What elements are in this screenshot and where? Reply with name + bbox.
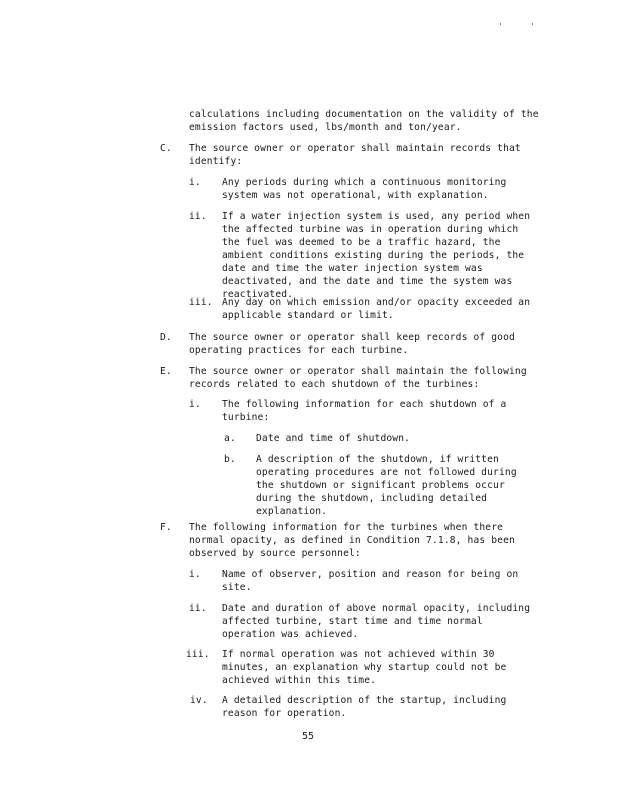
section-d-line: operating practices for each turbine. [189,345,409,356]
corner-mark-right: ' [530,22,535,31]
section-d-marker: D. [160,332,172,343]
section-f-line: observed by source personnel: [189,548,361,559]
e-item-label: i. [189,399,201,410]
f-item-line: affected turbine, start time and time normal [222,616,483,627]
f-item-line: Date and duration of above normal opacity, including [222,603,531,614]
page-number: 55 [302,731,315,742]
e-subitem-line: A description of the shutdown, if written [256,454,499,465]
c-item-line: ambient conditions existing during the periods, the [222,250,525,261]
f-item-label: ii. [189,603,207,614]
c-item-line: date and time the water injection system was [222,263,483,274]
c-item-line: system was not operational, with explanation. [222,190,489,201]
corner-mark-left: ' [498,22,503,31]
e-subitem-line: operating procedures are not followed during [256,467,517,478]
e-subitem-line: explanation. [256,506,328,517]
f-item-line: reason for operation. [222,708,347,719]
f-item-label: iv. [190,695,208,706]
f-item-line: site. [222,582,252,593]
c-item-line: the fuel was deemed to be a traffic hazard, the [222,237,501,248]
section-f-line: normal opacity, as defined in Condition 7.1.8, has been [189,535,515,546]
c-item-label: iii. [189,297,213,308]
section-f-line: The following information for the turbines when there [189,522,504,533]
e-subitem-line: during the shutdown, including detailed [256,493,488,504]
c-item-line: deactivated, and the date and time the system was [222,276,513,287]
section-c-line: identify: [189,156,243,167]
section-c-line: The source owner or operator shall maintain records that [189,143,521,154]
section-c-marker: C. [160,143,172,154]
c-item-line: If a water injection system is used, any period when [222,211,531,222]
intro-line: emission factors used, lbs/month and ton/year. [189,122,462,133]
section-d-line: The source owner or operator shall keep records of good [189,332,515,343]
e-subitem-label: a. [224,433,236,444]
f-item-line: operation was achieved. [222,629,359,640]
e-subitem-label: b. [224,454,236,465]
f-item-line: If normal operation was not achieved within 30 [222,649,495,660]
e-subitem-line: the shutdown or significant problems occur [256,480,505,491]
section-f-marker: F. [160,522,172,533]
c-item-line: Any periods during which a continuous monitoring [222,177,507,188]
c-item-label: ii. [189,211,207,222]
c-item-line: applicable standard or limit. [222,310,394,321]
e-subitem-line: Date and time of shutdown. [256,433,411,444]
f-item-label: iii. [186,649,210,660]
f-item-label: i. [189,569,201,580]
f-item-line: A detailed description of the startup, including [222,695,507,706]
f-item-line: achieved within this time. [222,675,377,686]
c-item-line: the affected turbine was in operation during which [222,224,519,235]
c-item-line: reactivated. [222,289,294,300]
section-e-line: records related to each shutdown of the turbines: [189,379,480,390]
intro-line: calculations including documentation on the validity of the [189,109,539,120]
e-item-line: The following information for each shutdown of a [222,399,507,410]
section-e-marker: E. [160,366,172,377]
section-e-line: The source owner or operator shall maintain the following [189,366,527,377]
c-item-line: Any day on which emission and/or opacity exceeded an [222,297,531,308]
c-item-label: i. [189,177,201,188]
f-item-line: Name of observer, position and reason for being on [222,569,519,580]
e-item-line: turbine: [222,412,270,423]
f-item-line: minutes, an explanation why startup could not be [222,662,507,673]
